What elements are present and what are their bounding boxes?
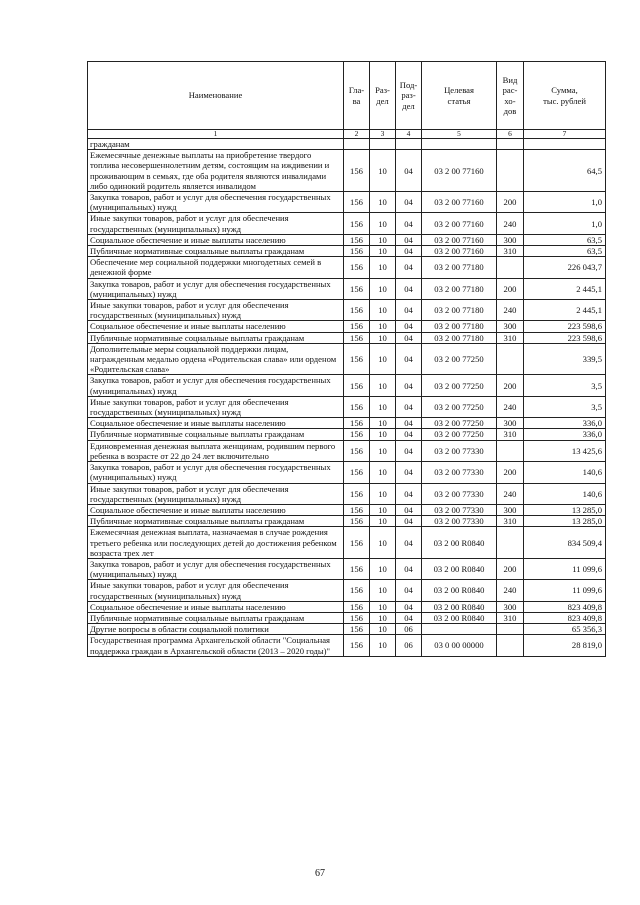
row-glava: 156	[344, 462, 370, 483]
row-sum: 823 409,8	[524, 612, 606, 623]
row-target-article: 03 2 00 77160	[422, 150, 497, 192]
column-number: 3	[370, 130, 396, 139]
table-row	[88, 624, 606, 635]
row-expense-type: 300	[497, 418, 524, 429]
row-expense-type	[497, 150, 524, 192]
row-target-article: 03 2 00 77160	[422, 234, 497, 245]
row-glava: 156	[344, 321, 370, 332]
row-expense-type: 310	[497, 516, 524, 527]
row-target-article: 03 2 00 77330	[422, 440, 497, 461]
row-podrazdel: 04	[396, 332, 422, 343]
table-row	[88, 375, 606, 396]
row-target-article: 03 2 00 77250	[422, 396, 497, 417]
row-razdel: 10	[370, 278, 396, 299]
column-number: 7	[524, 130, 606, 139]
row-podrazdel: 04	[396, 213, 422, 234]
row-glava: 156	[344, 558, 370, 579]
row-target-article: 03 2 00 77330	[422, 483, 497, 504]
header-podrazdel: Под- раз- дел	[396, 62, 422, 130]
table-row	[88, 300, 606, 321]
row-razdel: 10	[370, 332, 396, 343]
row-podrazdel: 04	[396, 278, 422, 299]
row-podrazdel: 04	[396, 429, 422, 440]
row-podrazdel: 04	[396, 504, 422, 515]
row-expense-type	[497, 635, 524, 656]
row-glava: 156	[344, 257, 370, 278]
table-row	[88, 343, 606, 375]
column-number: 1	[88, 130, 344, 139]
row-name: Социальное обеспечение и иные выплаты населению	[88, 504, 344, 515]
row-glava: 156	[344, 375, 370, 396]
table-row	[88, 321, 606, 332]
table-row	[88, 527, 606, 559]
table-row	[88, 516, 606, 527]
table-row	[88, 150, 606, 192]
row-razdel: 10	[370, 516, 396, 527]
row-sum: 13 425,6	[524, 440, 606, 461]
row-podrazdel: 04	[396, 300, 422, 321]
row-podrazdel: 04	[396, 483, 422, 504]
row-expense-type: 310	[497, 332, 524, 343]
row-podrazdel: 04	[396, 418, 422, 429]
row-sum: 834 509,4	[524, 527, 606, 559]
row-razdel: 10	[370, 558, 396, 579]
row-name: Другие вопросы в области социальной политики	[88, 624, 344, 635]
row-razdel: 10	[370, 527, 396, 559]
row-sum: 11 099,6	[524, 580, 606, 601]
row-razdel: 10	[370, 624, 396, 635]
row-podrazdel: 04	[396, 234, 422, 245]
row-expense-type	[497, 257, 524, 278]
row-name: Иные закупки товаров, работ и услуг для обеспечения государственных (муниципальных) нужд	[88, 300, 344, 321]
header-target-article: Целевая статья	[422, 62, 497, 130]
row-target-article: 03 2 00 R0840	[422, 527, 497, 559]
row-glava: 156	[344, 483, 370, 504]
row-glava: 156	[344, 234, 370, 245]
row-name: Иные закупки товаров, работ и услуг для обеспечения государственных (муниципальных) нужд	[88, 396, 344, 417]
column-number: 2	[344, 130, 370, 139]
row-name: Ежемесячные денежные выплаты на приобретение твердого топлива несовершеннолетним детям, состоящим на иждивении и проживающим в семьях, где оба родителя являются инвалидами либо одинокий родитель является инвалидом	[88, 150, 344, 192]
row-sum: 140,6	[524, 462, 606, 483]
row-expense-type	[497, 343, 524, 375]
row-name: Социальное обеспечение и иные выплаты населению	[88, 418, 344, 429]
row-razdel: 10	[370, 321, 396, 332]
row-target-article: 03 2 00 77250	[422, 375, 497, 396]
row-sum: 3,5	[524, 396, 606, 417]
table-row	[88, 418, 606, 429]
row-glava: 156	[344, 396, 370, 417]
row-razdel: 10	[370, 462, 396, 483]
row-razdel: 10	[370, 300, 396, 321]
row-podrazdel: 04	[396, 440, 422, 461]
row-expense-type: 200	[497, 462, 524, 483]
row-name: Публичные нормативные социальные выплаты гражданам	[88, 332, 344, 343]
row-razdel: 10	[370, 257, 396, 278]
row-podrazdel: 04	[396, 462, 422, 483]
row-target-article: 03 2 00 R0840	[422, 580, 497, 601]
row-expense-type: 200	[497, 558, 524, 579]
row-target-article: 03 2 00 77180	[422, 257, 497, 278]
row-podrazdel: 04	[396, 257, 422, 278]
row-target-article	[422, 139, 497, 150]
row-sum: 1,0	[524, 192, 606, 213]
row-name: Социальное обеспечение и иные выплаты населению	[88, 321, 344, 332]
table-row	[88, 558, 606, 579]
row-name: Закупка товаров, работ и услуг для обеспечения государственных (муниципальных) нужд	[88, 375, 344, 396]
row-target-article	[422, 624, 497, 635]
row-expense-type	[497, 139, 524, 150]
row-razdel: 10	[370, 580, 396, 601]
row-glava: 156	[344, 635, 370, 656]
row-sum	[524, 139, 606, 150]
row-glava: 156	[344, 580, 370, 601]
row-glava: 156	[344, 246, 370, 257]
row-expense-type: 300	[497, 504, 524, 515]
row-name: Закупка товаров, работ и услуг для обеспечения государственных (муниципальных) нужд	[88, 192, 344, 213]
row-razdel: 10	[370, 396, 396, 417]
row-sum: 28 819,0	[524, 635, 606, 656]
row-name: Ежемесячная денежная выплата, назначаемая в случае рождения третьего ребенка или последующих детей до достижения ребенком возраста трех лет	[88, 527, 344, 559]
table-row	[88, 332, 606, 343]
row-podrazdel: 04	[396, 580, 422, 601]
row-target-article: 03 2 00 R0840	[422, 612, 497, 623]
row-expense-type: 240	[497, 483, 524, 504]
row-expense-type: 300	[497, 234, 524, 245]
row-razdel: 10	[370, 612, 396, 623]
table-header-row	[88, 62, 606, 130]
row-target-article: 03 2 00 77180	[422, 278, 497, 299]
table-row	[88, 139, 606, 150]
row-podrazdel: 06	[396, 624, 422, 635]
row-glava: 156	[344, 213, 370, 234]
budget-table-page	[87, 61, 605, 657]
row-podrazdel: 04	[396, 192, 422, 213]
table-row	[88, 257, 606, 278]
table-row	[88, 192, 606, 213]
row-glava: 156	[344, 516, 370, 527]
row-glava: 156	[344, 429, 370, 440]
row-target-article: 03 2 00 77160	[422, 213, 497, 234]
row-razdel: 10	[370, 429, 396, 440]
row-podrazdel: 04	[396, 516, 422, 527]
row-name: Закупка товаров, работ и услуг для обеспечения государственных (муниципальных) нужд	[88, 278, 344, 299]
row-glava: 156	[344, 150, 370, 192]
row-podrazdel: 04	[396, 150, 422, 192]
row-podrazdel: 04	[396, 601, 422, 612]
row-sum: 140,6	[524, 483, 606, 504]
row-glava: 156	[344, 418, 370, 429]
column-number: 4	[396, 130, 422, 139]
row-glava	[344, 139, 370, 150]
row-podrazdel: 04	[396, 246, 422, 257]
row-podrazdel: 06	[396, 635, 422, 656]
row-sum: 13 285,0	[524, 516, 606, 527]
row-podrazdel: 04	[396, 375, 422, 396]
row-target-article: 03 2 00 77330	[422, 516, 497, 527]
column-number: 5	[422, 130, 497, 139]
table-row	[88, 612, 606, 623]
row-podrazdel: 04	[396, 396, 422, 417]
row-name: Иные закупки товаров, работ и услуг для обеспечения государственных (муниципальных) нужд	[88, 213, 344, 234]
row-name: Публичные нормативные социальные выплаты гражданам	[88, 246, 344, 257]
row-podrazdel: 04	[396, 612, 422, 623]
row-sum: 3,5	[524, 375, 606, 396]
row-name: Закупка товаров, работ и услуг для обеспечения государственных (муниципальных) нужд	[88, 462, 344, 483]
row-expense-type	[497, 624, 524, 635]
row-razdel: 10	[370, 440, 396, 461]
row-sum: 65 356,3	[524, 624, 606, 635]
row-target-article: 03 2 00 77250	[422, 418, 497, 429]
row-sum: 11 099,6	[524, 558, 606, 579]
row-expense-type: 300	[497, 321, 524, 332]
row-expense-type	[497, 440, 524, 461]
row-target-article: 03 0 00 00000	[422, 635, 497, 656]
row-sum: 823 409,8	[524, 601, 606, 612]
row-target-article: 03 2 00 77180	[422, 321, 497, 332]
row-name: Социальное обеспечение и иные выплаты населению	[88, 234, 344, 245]
row-podrazdel: 04	[396, 527, 422, 559]
page-number: 67	[315, 868, 325, 879]
row-razdel: 10	[370, 213, 396, 234]
table-row	[88, 246, 606, 257]
row-expense-type: 310	[497, 429, 524, 440]
row-expense-type: 310	[497, 612, 524, 623]
header-razdel: Раз- дел	[370, 62, 396, 130]
row-glava: 156	[344, 440, 370, 461]
row-sum: 339,5	[524, 343, 606, 375]
row-name: Единовременная денежная выплата женщинам, родившим первого ребенка в возрасте от 22 до 24 лет включительно	[88, 440, 344, 461]
table-row	[88, 601, 606, 612]
row-expense-type: 200	[497, 192, 524, 213]
row-razdel: 10	[370, 418, 396, 429]
row-sum: 2 445,1	[524, 278, 606, 299]
row-target-article: 03 2 00 77160	[422, 246, 497, 257]
row-expense-type: 310	[497, 246, 524, 257]
row-glava: 156	[344, 527, 370, 559]
row-target-article: 03 2 00 77180	[422, 300, 497, 321]
row-target-article: 03 2 00 77180	[422, 332, 497, 343]
row-target-article: 03 2 00 77250	[422, 429, 497, 440]
row-razdel	[370, 139, 396, 150]
row-name: Публичные нормативные социальные выплаты гражданам	[88, 429, 344, 440]
row-name: гражданам	[88, 139, 344, 150]
row-glava: 156	[344, 343, 370, 375]
row-name: Государственная программа Архангельской области "Социальная поддержка граждан в Архангельской области (2013 – 2020 годы)"	[88, 635, 344, 656]
budget-table	[87, 61, 606, 657]
row-expense-type: 240	[497, 396, 524, 417]
row-glava: 156	[344, 504, 370, 515]
table-row	[88, 440, 606, 461]
row-glava: 156	[344, 612, 370, 623]
row-name: Социальное обеспечение и иные выплаты населению	[88, 601, 344, 612]
row-name: Публичные нормативные социальные выплаты гражданам	[88, 612, 344, 623]
row-podrazdel: 04	[396, 321, 422, 332]
row-expense-type	[497, 527, 524, 559]
table-row	[88, 213, 606, 234]
row-glava: 156	[344, 192, 370, 213]
row-glava: 156	[344, 332, 370, 343]
column-number: 6	[497, 130, 524, 139]
row-sum: 336,0	[524, 429, 606, 440]
row-name: Иные закупки товаров, работ и услуг для обеспечения государственных (муниципальных) нужд	[88, 580, 344, 601]
table-row	[88, 429, 606, 440]
table-row	[88, 504, 606, 515]
row-expense-type: 240	[497, 580, 524, 601]
row-razdel: 10	[370, 635, 396, 656]
row-expense-type: 300	[497, 601, 524, 612]
row-target-article: 03 2 00 R0840	[422, 601, 497, 612]
row-sum: 64,5	[524, 150, 606, 192]
row-expense-type: 200	[497, 375, 524, 396]
table-row	[88, 635, 606, 656]
row-expense-type: 240	[497, 213, 524, 234]
row-razdel: 10	[370, 504, 396, 515]
table-row	[88, 580, 606, 601]
row-razdel: 10	[370, 192, 396, 213]
row-name: Дополнительные меры социальной поддержки лицам, награжденным медалью ордена «Родительская слава» или орденом «Родительская слава»	[88, 343, 344, 375]
row-target-article: 03 2 00 77330	[422, 504, 497, 515]
row-expense-type: 200	[497, 278, 524, 299]
row-sum: 13 285,0	[524, 504, 606, 515]
row-target-article: 03 2 00 77250	[422, 343, 497, 375]
table-row	[88, 396, 606, 417]
row-razdel: 10	[370, 343, 396, 375]
row-podrazdel	[396, 139, 422, 150]
row-razdel: 10	[370, 375, 396, 396]
column-number-row	[88, 130, 606, 139]
row-target-article: 03 2 00 77160	[422, 192, 497, 213]
header-glava: Гла- ва	[344, 62, 370, 130]
table-row	[88, 234, 606, 245]
table-row	[88, 483, 606, 504]
row-podrazdel: 04	[396, 343, 422, 375]
row-razdel: 10	[370, 234, 396, 245]
row-name: Публичные нормативные социальные выплаты гражданам	[88, 516, 344, 527]
row-razdel: 10	[370, 483, 396, 504]
table-row	[88, 462, 606, 483]
row-glava: 156	[344, 624, 370, 635]
row-podrazdel: 04	[396, 558, 422, 579]
row-sum: 1,0	[524, 213, 606, 234]
header-expense-type: Вид рас- хо- дов	[497, 62, 524, 130]
row-razdel: 10	[370, 150, 396, 192]
row-target-article: 03 2 00 77330	[422, 462, 497, 483]
row-razdel: 10	[370, 601, 396, 612]
row-sum: 63,5	[524, 246, 606, 257]
table-row	[88, 278, 606, 299]
header-sum: Сумма, тыс. рублей	[524, 62, 606, 130]
row-sum: 63,5	[524, 234, 606, 245]
row-sum: 226 043,7	[524, 257, 606, 278]
row-sum: 223 598,6	[524, 321, 606, 332]
row-glava: 156	[344, 300, 370, 321]
row-expense-type: 240	[497, 300, 524, 321]
row-name: Иные закупки товаров, работ и услуг для обеспечения государственных (муниципальных) нужд	[88, 483, 344, 504]
row-razdel: 10	[370, 246, 396, 257]
row-name: Закупка товаров, работ и услуг для обеспечения государственных (муниципальных) нужд	[88, 558, 344, 579]
row-sum: 2 445,1	[524, 300, 606, 321]
row-sum: 336,0	[524, 418, 606, 429]
row-glava: 156	[344, 278, 370, 299]
header-name: Наименование	[88, 62, 344, 130]
row-sum: 223 598,6	[524, 332, 606, 343]
row-glava: 156	[344, 601, 370, 612]
row-name: Обеспечение мер социальной поддержки многодетных семей в денежной форме	[88, 257, 344, 278]
row-target-article: 03 2 00 R0840	[422, 558, 497, 579]
